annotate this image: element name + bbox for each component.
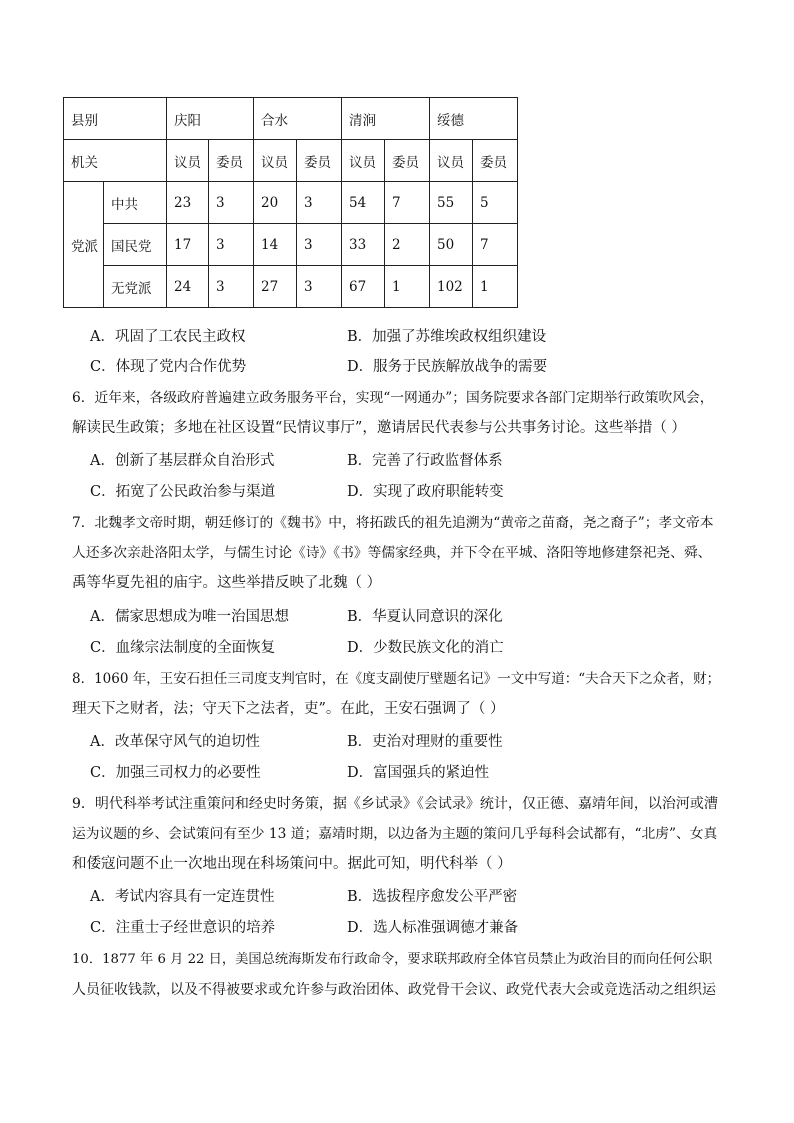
- table-cell: 102: [430, 266, 473, 308]
- table-cell: 3: [209, 182, 254, 224]
- table-cell: 20: [254, 182, 297, 224]
- table-cell: 17: [167, 224, 209, 266]
- table-cell: 55: [430, 182, 473, 224]
- header-qingjian: 清涧: [342, 98, 430, 140]
- q5-option-d[interactable]: D．服务于民族解放战争的需要: [347, 359, 548, 375]
- q7-option-c[interactable]: C．血缘宗法制度的全面恢复: [90, 640, 276, 656]
- q9-line: 和倭寇问题不止一次地出现在科场策问中。据此可知，明代科举（ ）: [72, 856, 512, 872]
- q6-line: 解读民生政策；多地在社区设置“民情议事厅”，邀请居民代表参与公共事务讨论。这些举措（ ）: [72, 420, 686, 436]
- table-cell: 3: [297, 182, 342, 224]
- subheader-cell: 委员: [473, 140, 518, 182]
- party-statistics-table: [63, 97, 518, 308]
- table-cell: 5: [473, 182, 518, 224]
- header-county: 县别: [64, 98, 167, 140]
- q6-option-a[interactable]: A．创新了基层群众自治形式: [90, 453, 275, 469]
- table-cell: 1: [473, 266, 518, 308]
- table-row: [64, 266, 518, 308]
- table-cell: 14: [254, 224, 297, 266]
- table-cell: 3: [209, 224, 254, 266]
- subheader-cell: 议员: [342, 140, 385, 182]
- header-heshui: 合水: [254, 98, 342, 140]
- table-cell: 3: [209, 266, 254, 308]
- q7-option-b[interactable]: B．华夏认同意识的深化: [347, 609, 503, 625]
- q7-line: 7．北魏孝文帝时期，朝廷修订的《魏书》中，将拓跋氏的祖先追溯为“黄帝之苗裔，尧之裔子”；孝文帝本: [72, 515, 714, 531]
- q10-line: 人员征收钱款，以及不得被要求或允许参与政治团体、政党骨干会议、政党代表大会或竞选活动之组织运: [72, 982, 716, 998]
- q9-option-d[interactable]: D．选人标准强调德才兼备: [347, 920, 519, 936]
- q8-option-a[interactable]: A．改革保守风气的迫切性: [90, 734, 260, 750]
- q7-stem: [72, 508, 722, 598]
- q7-option-a[interactable]: A．儒家思想成为唯一治国思想: [90, 609, 289, 625]
- table-cell: 50: [430, 224, 473, 266]
- q8-line: 理天下之财者，法；守天下之法者，吏”。在此，王安石强调了（ ）: [72, 701, 505, 717]
- row-label: 无党派: [104, 266, 167, 308]
- q7-line: 人还多次亲赴洛阳太学，与儒生讨论《诗》《书》等儒家经典，并下令在平城、洛阳等地修建祭祀尧、舜、: [72, 545, 712, 561]
- table-cell: 2: [385, 224, 430, 266]
- q8-stem: [72, 664, 722, 724]
- header-organ: 机关: [64, 140, 167, 182]
- table-cell: 3: [297, 266, 342, 308]
- q5-option-b[interactable]: B．加强了苏维埃政权组织建设: [347, 329, 547, 345]
- table-cell: 1: [385, 266, 430, 308]
- q5-option-c[interactable]: C．体现了党内合作优势: [90, 359, 247, 375]
- q9-line: 运为议题的乡、会试策问有至少 13 道；嘉靖时期，以边备为主题的策问几乎每科会试都有，“北虏”、女真: [72, 826, 718, 842]
- q10-line: 10．1877 年 6 月 22 日，美国总统海斯发布行政命令，要求联邦政府全体官员禁止为政治目的而向任何公职: [72, 952, 713, 967]
- q8-line: 8．1060 年，王安石担任三司度支判官时，在《度支副使厅壁题名记》一文中写道：“夫合天下之众者，财；: [72, 671, 721, 687]
- q10-stem: [72, 945, 722, 1005]
- q9-option-b[interactable]: B．选拔程序愈发公平严密: [347, 889, 518, 905]
- table-cell: 24: [167, 266, 209, 308]
- table-cell: 7: [385, 182, 430, 224]
- table-cell: 27: [254, 266, 297, 308]
- q9-line: 9．明代科举考试注重策问和经史时务策，据《乡试录》《会试录》统计，仅正德、嘉靖年间，以治河或漕: [72, 796, 718, 812]
- q7-line: 禹等华夏先祖的庙宇。这些举措反映了北魏（ ）: [72, 575, 382, 591]
- row-label: 国民党: [104, 224, 167, 266]
- q8-option-c[interactable]: C．加强三司权力的必要性: [90, 765, 261, 781]
- subheader-cell: 议员: [430, 140, 473, 182]
- q5-option-a[interactable]: A．巩固了工农民主政权: [90, 329, 246, 345]
- table-cell: 3: [297, 224, 342, 266]
- table-cell: 33: [342, 224, 385, 266]
- table-cell: 23: [167, 182, 209, 224]
- q9-option-c[interactable]: C．注重士子经世意识的培养: [90, 920, 276, 936]
- table-cell: 67: [342, 266, 385, 308]
- q9-option-a[interactable]: A．考试内容具有一定连贯性: [90, 889, 275, 905]
- table-cell: 7: [473, 224, 518, 266]
- q6-option-d[interactable]: D．实现了政府职能转变: [347, 484, 504, 500]
- q6-stem: [72, 383, 722, 443]
- group-label-party: 党派: [64, 182, 104, 308]
- q7-option-d[interactable]: D．少数民族文化的消亡: [347, 640, 504, 656]
- table-subheader-row: [64, 140, 518, 182]
- subheader-cell: 议员: [254, 140, 297, 182]
- table-cell: 54: [342, 182, 385, 224]
- subheader-cell: 委员: [385, 140, 430, 182]
- table-header-row: [64, 98, 518, 140]
- table-row: [64, 182, 518, 224]
- header-qingyang: 庆阳: [167, 98, 254, 140]
- q8-option-b[interactable]: B．吏治对理财的重要性: [347, 734, 503, 750]
- table-row: [64, 224, 518, 266]
- subheader-cell: 委员: [209, 140, 254, 182]
- q9-stem: [72, 789, 722, 879]
- q6-option-b[interactable]: B．完善了行政监督体系: [347, 453, 503, 469]
- subheader-cell: 委员: [297, 140, 342, 182]
- row-label: 中共: [104, 182, 167, 224]
- q6-line: 6．近年来，各级政府普遍建立政务服务平台，实现“一网通办”；国务院要求各部门定期举行政策吹风会，: [72, 390, 714, 406]
- subheader-cell: 议员: [167, 140, 209, 182]
- header-suide: 绥德: [430, 98, 518, 140]
- q6-option-c[interactable]: C．拓宽了公民政治参与渠道: [90, 484, 276, 500]
- q8-option-d[interactable]: D．富国强兵的紧迫性: [347, 765, 490, 781]
